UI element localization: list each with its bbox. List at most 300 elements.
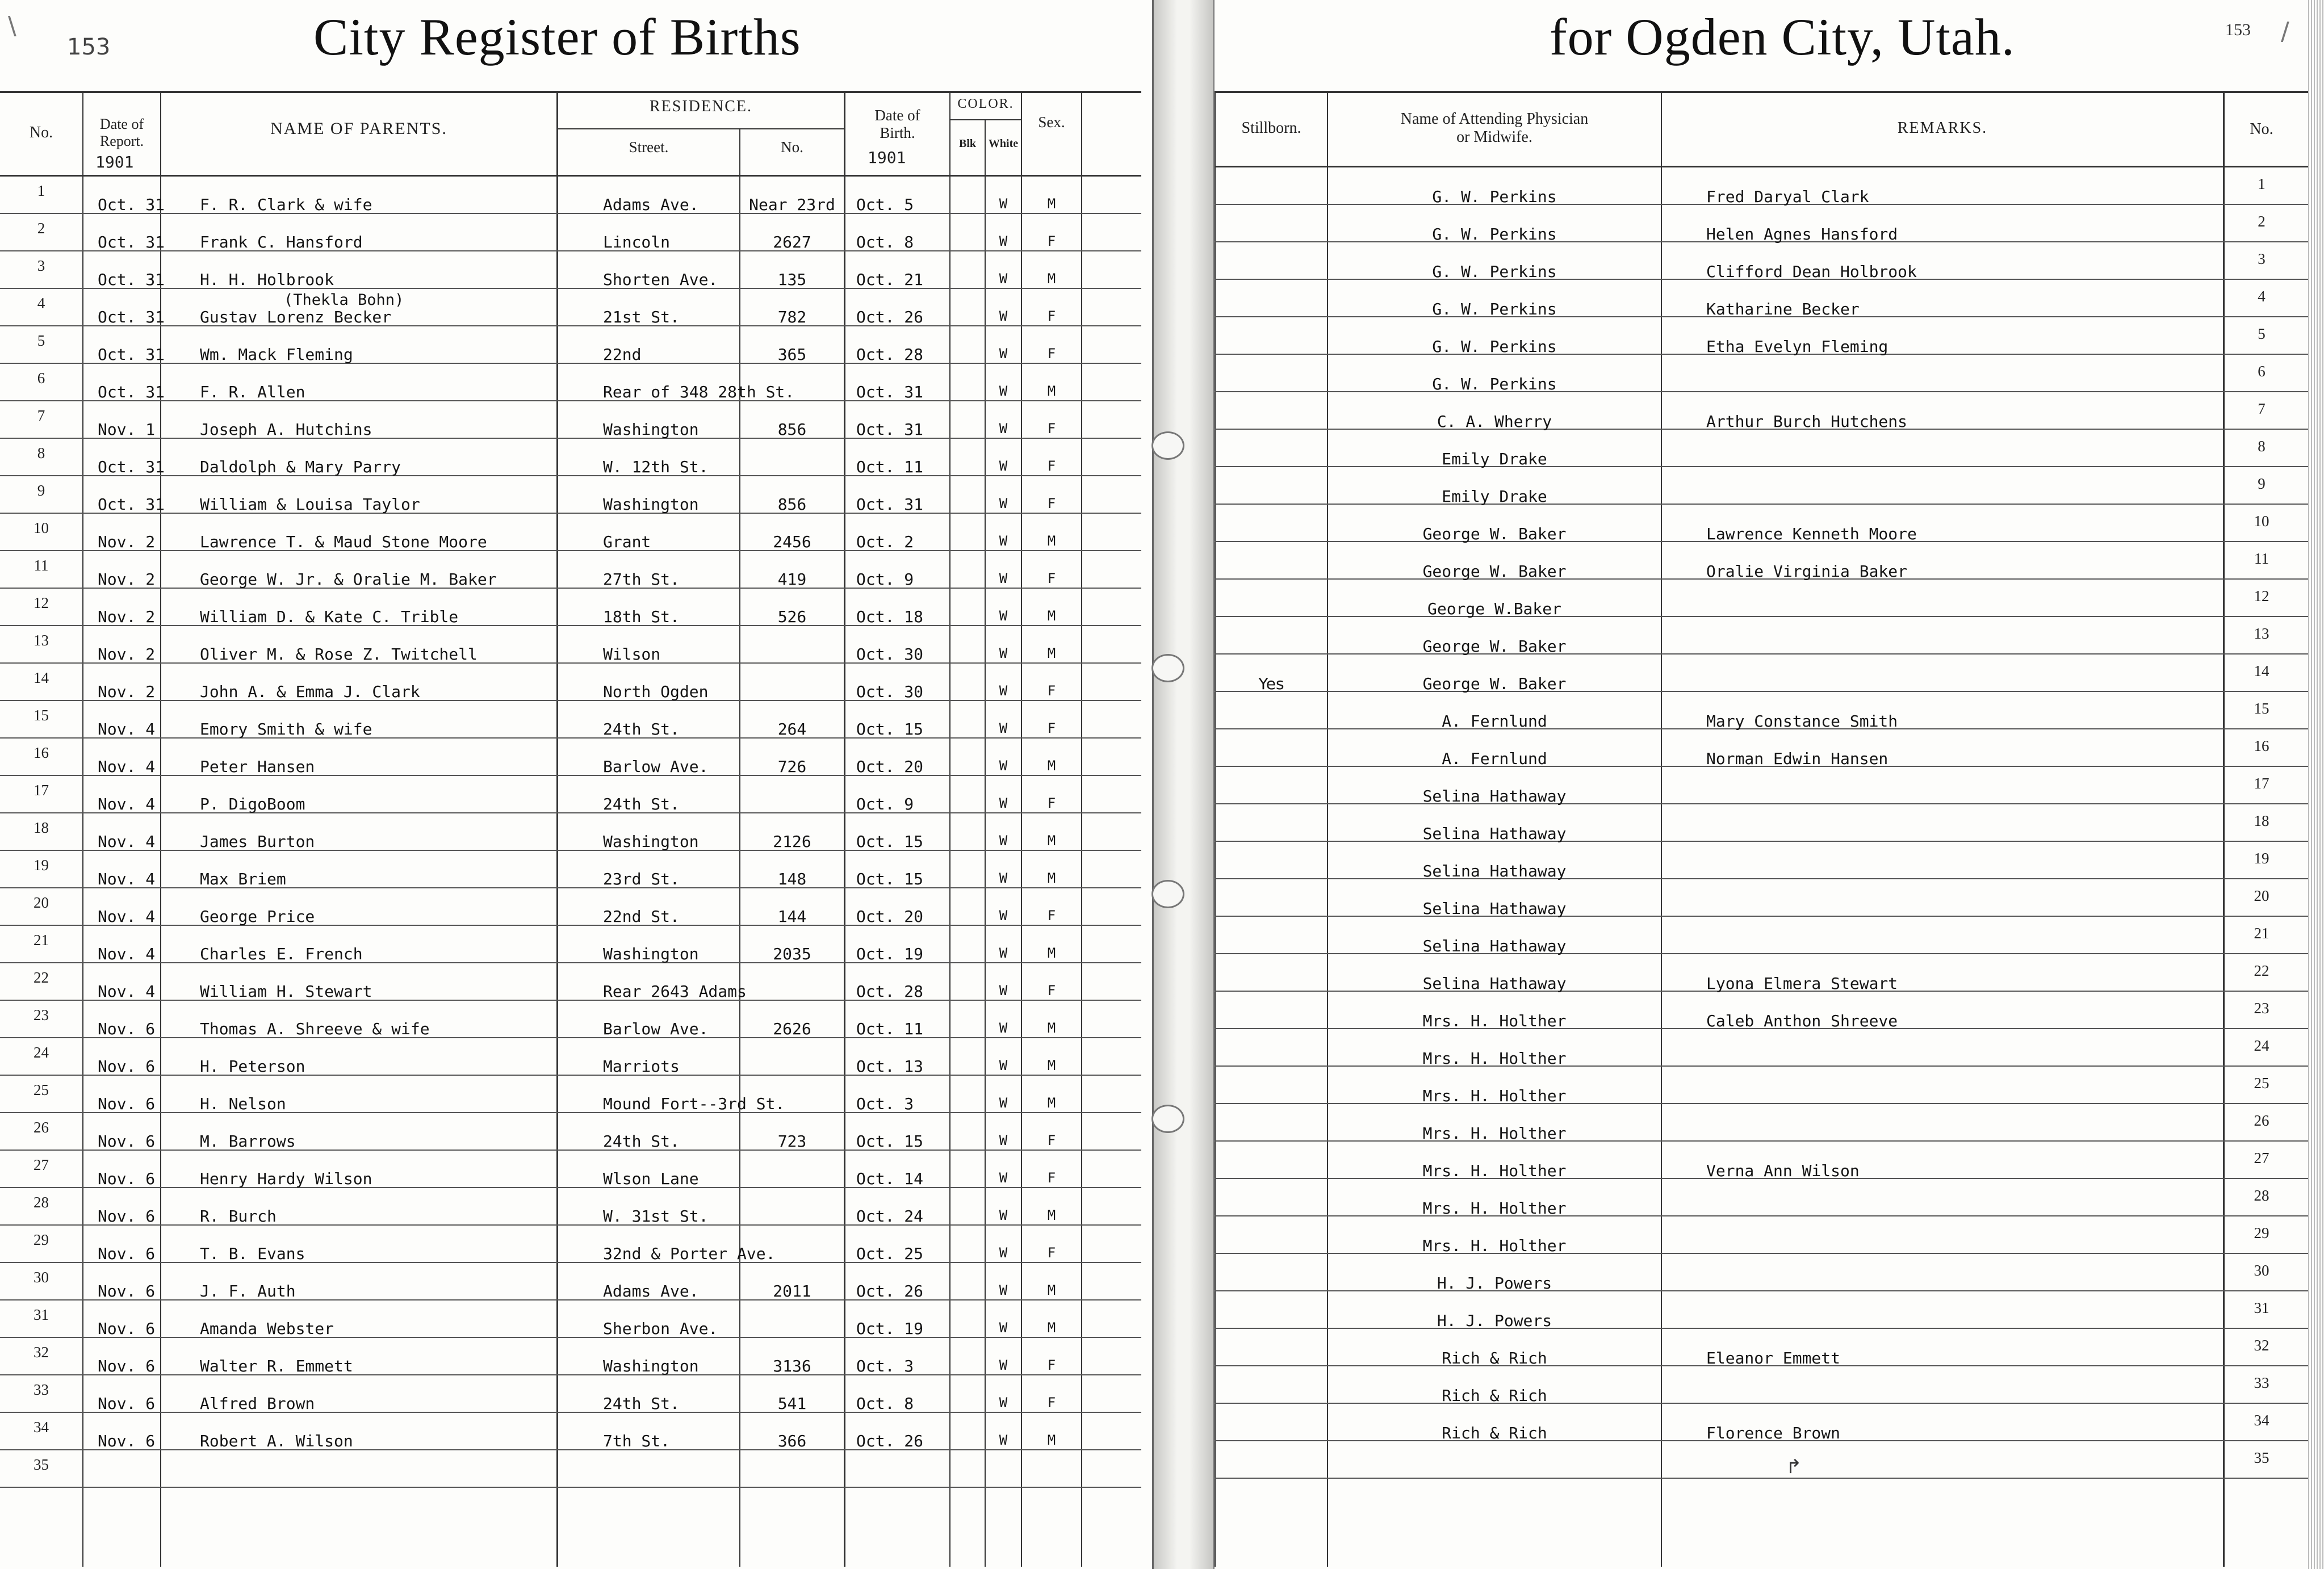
color-value: W xyxy=(999,1395,1008,1411)
parents-name: Emory Smith & wife xyxy=(200,720,372,739)
attending-physician: Selina Hathaway xyxy=(1422,787,1567,806)
entry-number-right: 24 xyxy=(2254,1037,2269,1054)
report-date: Oct. 31 xyxy=(98,495,165,514)
attending-physician: Rich & Rich xyxy=(1442,1349,1547,1367)
residence-number: 726 xyxy=(777,757,807,776)
report-date: Nov. 6 xyxy=(98,1094,156,1113)
residence-street: Adams Ave. xyxy=(603,195,699,214)
entry-number-right: 4 xyxy=(2258,288,2266,305)
table-row xyxy=(1215,1254,2316,1291)
report-year: 1901 xyxy=(95,153,134,171)
parents-name: J. F. Auth xyxy=(200,1282,296,1300)
entry-number-right: 11 xyxy=(2254,550,2269,567)
header-stillborn: Stillborn. xyxy=(1241,119,1301,137)
header-color: COLOR. xyxy=(957,97,1014,111)
pencil-tick-mark: \ xyxy=(8,11,16,40)
sex-value: F xyxy=(1047,308,1056,324)
attending-physician: George W. Baker xyxy=(1422,674,1567,693)
table-row xyxy=(0,776,1141,813)
sex-value: F xyxy=(1047,458,1056,474)
report-date: Nov. 6 xyxy=(98,1132,156,1151)
residence-number: 144 xyxy=(777,907,807,926)
residence-street: 22nd xyxy=(603,345,642,364)
entry-number: 13 xyxy=(34,632,49,649)
entry-number-right: 14 xyxy=(2254,662,2269,679)
entry-number-right: 25 xyxy=(2254,1075,2269,1092)
entry-number: 23 xyxy=(34,1006,49,1023)
birth-date: Oct. 3 xyxy=(856,1357,914,1375)
residence-number: 856 xyxy=(777,495,807,514)
attending-physician: Mrs. H. Holther xyxy=(1422,1086,1567,1105)
table-row xyxy=(1215,1067,2316,1104)
residence-street: North Ogden xyxy=(603,682,709,701)
entry-number: 35 xyxy=(34,1456,49,1473)
table-row xyxy=(1215,1029,2316,1067)
parents-name: H. H. Holbrook xyxy=(200,270,334,289)
parents-name: Thomas A. Shreeve & wife xyxy=(200,1020,430,1038)
sex-value: M xyxy=(1047,1320,1056,1336)
attending-physician: Mrs. H. Holther xyxy=(1422,1199,1567,1218)
header-date-of-report-line1: Date of xyxy=(99,116,144,132)
report-date: Nov. 6 xyxy=(98,1057,156,1076)
color-value: W xyxy=(999,570,1008,586)
table-row xyxy=(0,1300,1141,1338)
color-value: W xyxy=(999,720,1008,736)
table-row xyxy=(0,664,1141,701)
residence-street: 22nd St. xyxy=(603,907,680,926)
report-date: Nov. 6 xyxy=(98,1207,156,1226)
parents-name: Oliver M. & Rose Z. Twitchell xyxy=(200,645,478,664)
residence-street: Lincoln xyxy=(603,233,671,251)
page-edge-stack xyxy=(2308,0,2324,1569)
entry-number: 21 xyxy=(34,932,49,949)
table-row xyxy=(0,439,1141,476)
parents-name: R. Burch xyxy=(200,1207,277,1226)
entry-number-right: 30 xyxy=(2254,1262,2269,1279)
color-value: W xyxy=(999,870,1008,886)
parents-name: Daldolph & Mary Parry xyxy=(200,458,401,476)
attending-physician: George W. Baker xyxy=(1422,562,1567,581)
birth-date: Oct. 19 xyxy=(856,1319,924,1338)
entry-number-right: 3 xyxy=(2258,250,2266,267)
color-value: W xyxy=(999,1357,1008,1373)
remarks-text: Fred Daryal Clark xyxy=(1706,187,1869,206)
table-row xyxy=(1215,1216,2316,1254)
birth-date: Oct. 31 xyxy=(856,383,924,401)
table-row xyxy=(1215,992,2316,1029)
table-row xyxy=(1215,1366,2316,1404)
table-row xyxy=(0,926,1141,963)
table-row xyxy=(0,1226,1141,1263)
color-value: W xyxy=(999,271,1008,287)
entry-number: 31 xyxy=(34,1306,49,1323)
binder-gutter xyxy=(1154,0,1213,1569)
table-row xyxy=(0,251,1141,289)
table-row xyxy=(0,364,1141,401)
page-title-left: City Register of Births xyxy=(313,8,801,66)
report-date: Nov. 4 xyxy=(98,870,156,888)
header-physician-line2: or Midwife. xyxy=(1456,128,1532,146)
entry-number-right: 22 xyxy=(2254,962,2269,979)
sex-value: M xyxy=(1047,1020,1056,1036)
table-row xyxy=(0,1076,1141,1113)
entry-number: 1 xyxy=(37,182,45,199)
entry-number: 4 xyxy=(37,295,45,312)
header-street: Street. xyxy=(629,139,669,156)
header-date-of-birth xyxy=(845,107,949,142)
remarks-text: Helen Agnes Hansford xyxy=(1706,225,1898,244)
sex-value: F xyxy=(1047,496,1056,511)
sex-value: M xyxy=(1047,1095,1056,1111)
birth-date: Oct. 30 xyxy=(856,645,924,664)
residence-street: 23rd St. xyxy=(603,870,680,888)
birth-date: Oct. 31 xyxy=(856,495,924,514)
birth-date: Oct. 24 xyxy=(856,1207,924,1226)
table-row xyxy=(0,589,1141,626)
binder-ring-3 xyxy=(1151,880,1184,908)
residence-street: Rear of 348 28th St. xyxy=(603,383,795,401)
table-row xyxy=(0,1001,1141,1038)
parents-name: John A. & Emma J. Clark xyxy=(200,682,420,701)
residence-street: Wilson xyxy=(603,645,661,664)
header-residence: RESIDENCE. xyxy=(650,98,752,115)
table-row xyxy=(1215,317,2316,355)
header-date-of-report xyxy=(83,116,160,150)
header-physician xyxy=(1328,110,1661,146)
sex-value: F xyxy=(1047,421,1056,437)
parents-name: F. R. Clark & wife xyxy=(200,195,372,214)
residence-street: 27th St. xyxy=(603,570,680,589)
color-value: W xyxy=(999,1170,1008,1186)
table-row xyxy=(0,1263,1141,1300)
color-value: W xyxy=(999,983,1008,999)
entry-number: 19 xyxy=(34,857,49,874)
table-row xyxy=(1215,392,2316,430)
report-date: Nov. 6 xyxy=(98,1357,156,1375)
birth-date: Oct. 26 xyxy=(856,1432,924,1450)
residence-street: Rear 2643 Adams xyxy=(603,982,747,1001)
report-date: Oct. 31 xyxy=(98,345,165,364)
remarks-text: Oralie Virginia Baker xyxy=(1706,562,1908,581)
parents-name: William D. & Kate C. Trible xyxy=(200,607,459,626)
sex-value: F xyxy=(1047,1132,1056,1148)
residence-street: Washington xyxy=(603,420,699,439)
residence-street: W. 31st St. xyxy=(603,1207,709,1226)
attending-physician: Mrs. H. Holther xyxy=(1422,1236,1567,1255)
remarks-text: Caleb Anthon Shreeve xyxy=(1706,1012,1898,1030)
attending-physician: Emily Drake xyxy=(1442,487,1547,506)
table-row xyxy=(0,739,1141,776)
attending-physician: G. W. Perkins xyxy=(1432,225,1557,244)
remarks-text: Verna Ann Wilson xyxy=(1706,1161,1860,1180)
birth-date: Oct. 15 xyxy=(856,832,924,851)
table-row xyxy=(1215,205,2316,242)
entry-number-right: 13 xyxy=(2254,625,2269,642)
attending-physician: Selina Hathaway xyxy=(1422,824,1567,843)
entry-number: 30 xyxy=(34,1269,49,1286)
entry-number: 26 xyxy=(34,1119,49,1136)
attending-physician: Selina Hathaway xyxy=(1422,974,1567,993)
header-date-of-report-line2: Report. xyxy=(99,132,144,149)
entry-number-right: 10 xyxy=(2254,513,2269,530)
birth-date: Oct. 25 xyxy=(856,1244,924,1263)
entry-number: 9 xyxy=(37,482,45,499)
residence-number: 782 xyxy=(777,308,807,326)
sex-value: M xyxy=(1047,1282,1056,1298)
parents-name: H. Nelson xyxy=(200,1094,286,1113)
parents-name: James Burton xyxy=(200,832,315,851)
entry-number-right: 35 xyxy=(2254,1449,2269,1466)
birth-date: Oct. 18 xyxy=(856,607,924,626)
color-value: W xyxy=(999,758,1008,774)
color-value: W xyxy=(999,1020,1008,1036)
report-date: Nov. 2 xyxy=(98,645,156,664)
table-row xyxy=(1215,804,2316,842)
entry-number-right: 27 xyxy=(2254,1150,2269,1167)
attending-physician: C. A. Wherry xyxy=(1437,412,1552,431)
birth-date: Oct. 8 xyxy=(856,233,914,251)
birth-date: Oct. 26 xyxy=(856,308,924,326)
entry-number: 16 xyxy=(34,744,49,761)
remarks-text: Lyona Elmera Stewart xyxy=(1706,974,1898,993)
residence-number: 135 xyxy=(777,270,807,289)
entry-number: 2 xyxy=(37,220,45,237)
residence-number: 2126 xyxy=(773,832,811,851)
printed-page-number: 153 xyxy=(2225,20,2251,39)
table-row xyxy=(1215,1142,2316,1179)
residence-number: 419 xyxy=(777,570,807,589)
residence-number: 2626 xyxy=(773,1020,811,1038)
table-row xyxy=(0,813,1141,851)
entry-number-right: 20 xyxy=(2254,887,2269,904)
color-value: W xyxy=(999,496,1008,511)
color-value: W xyxy=(999,1095,1008,1111)
parents-name: P. DigoBoom xyxy=(200,795,305,813)
sex-value: M xyxy=(1047,833,1056,849)
entry-number: 8 xyxy=(37,444,45,462)
table-row xyxy=(0,551,1141,589)
table-row xyxy=(1215,1441,2316,1479)
residence-number: 723 xyxy=(777,1132,807,1151)
attending-physician: Mrs. H. Holther xyxy=(1422,1124,1567,1143)
color-value: W xyxy=(999,1320,1008,1336)
residence-street: 32nd & Porter Ave. xyxy=(603,1244,776,1263)
header-name-of-parents: NAME OF PARENTS. xyxy=(270,119,447,138)
report-date: Nov. 2 xyxy=(98,682,156,701)
attending-physician: Emily Drake xyxy=(1442,450,1547,468)
residence-number: 3136 xyxy=(773,1357,811,1375)
entry-number: 17 xyxy=(34,782,49,799)
sex-value: M xyxy=(1047,1058,1056,1073)
attending-physician: G. W. Perkins xyxy=(1432,337,1557,356)
entry-number: 20 xyxy=(34,894,49,911)
report-date: Oct. 31 xyxy=(98,233,165,251)
entry-number: 10 xyxy=(34,519,49,536)
residence-number: 2011 xyxy=(773,1282,811,1300)
parents-name: Peter Hansen xyxy=(200,757,315,776)
report-date: Nov. 4 xyxy=(98,832,156,851)
header-top-rule-right xyxy=(1215,91,2316,93)
entry-number-right: 15 xyxy=(2254,700,2269,717)
report-date: Nov. 4 xyxy=(98,795,156,813)
parents-name: T. B. Evans xyxy=(200,1244,305,1263)
report-date: Nov. 6 xyxy=(98,1394,156,1413)
report-date: Oct. 31 xyxy=(98,383,165,401)
table-row xyxy=(1215,280,2316,317)
residence-street: Washington xyxy=(603,1357,699,1375)
color-value: W xyxy=(999,308,1008,324)
color-value: W xyxy=(999,346,1008,362)
birth-date: Oct. 20 xyxy=(856,907,924,926)
table-row xyxy=(0,963,1141,1001)
remarks-text: Katharine Becker xyxy=(1706,300,1860,318)
header-date-of-birth-line1: Date of xyxy=(874,107,920,124)
pencil-tick-mark-right: / xyxy=(2281,17,2289,46)
table-row xyxy=(1215,1291,2316,1329)
parents-name: H. Peterson xyxy=(200,1057,305,1076)
entry-number-right: 32 xyxy=(2254,1337,2269,1354)
residence-street: Sherbon Ave. xyxy=(603,1319,718,1338)
report-date: Nov. 6 xyxy=(98,1319,156,1338)
report-date: Nov. 4 xyxy=(98,757,156,776)
entry-number: 33 xyxy=(34,1381,49,1398)
report-date: Nov. 6 xyxy=(98,1020,156,1038)
sex-value: F xyxy=(1047,1395,1056,1411)
sex-value: F xyxy=(1047,1170,1056,1186)
birth-date: Oct. 14 xyxy=(856,1169,924,1188)
attending-physician: A. Fernlund xyxy=(1442,749,1547,768)
table-row xyxy=(1215,355,2316,392)
entry-number: 15 xyxy=(34,707,49,724)
report-date: Nov. 6 xyxy=(98,1244,156,1263)
sex-value: F xyxy=(1047,683,1056,699)
parents-name: Max Briem xyxy=(200,870,286,888)
entry-number-right: 7 xyxy=(2258,400,2266,417)
remarks-text: Florence Brown xyxy=(1706,1424,1841,1442)
attending-physician: H. J. Powers xyxy=(1437,1274,1552,1293)
entry-number: 7 xyxy=(37,407,45,424)
attending-physician: George W.Baker xyxy=(1427,599,1561,618)
residence-street: Wlson Lane xyxy=(603,1169,699,1188)
header-date-of-birth-line2: Birth. xyxy=(880,124,915,142)
residence-street: 24th St. xyxy=(603,720,680,739)
report-date: Nov. 2 xyxy=(98,532,156,551)
residence-street: Washington xyxy=(603,495,699,514)
table-row xyxy=(1215,1104,2316,1142)
table-row xyxy=(1215,954,2316,992)
table-row xyxy=(1215,580,2316,617)
table-row xyxy=(0,1413,1141,1450)
report-date: Nov. 6 xyxy=(98,1282,156,1300)
entry-number: 29 xyxy=(34,1231,49,1248)
sex-value: M xyxy=(1047,870,1056,886)
entry-number-right: 31 xyxy=(2254,1299,2269,1316)
sex-value: M xyxy=(1047,1207,1056,1223)
parents-name: Lawrence T. & Maud Stone Moore xyxy=(200,532,487,551)
residence-number: 2456 xyxy=(773,532,811,551)
color-value: W xyxy=(999,533,1008,549)
header-remarks: REMARKS. xyxy=(1897,119,1988,137)
table-row xyxy=(1215,1329,2316,1366)
residence-number: 541 xyxy=(777,1394,807,1413)
entry-number: 27 xyxy=(34,1156,49,1173)
color-value: W xyxy=(999,1058,1008,1073)
sex-value: M xyxy=(1047,533,1056,549)
parents-name: William H. Stewart xyxy=(200,982,372,1001)
entry-number-right: 18 xyxy=(2254,812,2269,829)
birth-date: Oct. 31 xyxy=(856,420,924,439)
sex-value: F xyxy=(1047,1245,1056,1261)
attending-physician: G. W. Perkins xyxy=(1432,300,1557,318)
entry-number: 18 xyxy=(34,819,49,836)
residence-street: Washington xyxy=(603,832,699,851)
parents-name: Henry Hardy Wilson xyxy=(200,1169,372,1188)
entry-number: 5 xyxy=(37,332,45,349)
table-row xyxy=(0,1188,1141,1226)
left-register-page xyxy=(0,0,1154,1569)
header-top-rule xyxy=(0,91,1141,93)
residence-street: W. 12th St. xyxy=(603,458,709,476)
entry-number-right: 23 xyxy=(2254,1000,2269,1017)
sex-value: M xyxy=(1047,383,1056,399)
color-value: W xyxy=(999,1432,1008,1448)
attending-physician: George W. Baker xyxy=(1422,525,1567,543)
table-row xyxy=(0,851,1141,888)
report-date: Oct. 31 xyxy=(98,308,165,326)
birth-date: Oct. 9 xyxy=(856,570,914,589)
birth-date: Oct. 11 xyxy=(856,1020,924,1038)
header-no-right: No. xyxy=(2250,120,2273,138)
table-row xyxy=(1215,430,2316,467)
table-row xyxy=(1215,767,2316,804)
remarks-text: Mary Constance Smith xyxy=(1706,712,1898,731)
entry-number-right: 16 xyxy=(2254,737,2269,754)
residence-street: 7th St. xyxy=(603,1432,671,1450)
report-date: Nov. 6 xyxy=(98,1432,156,1450)
remarks-text: Norman Edwin Hansen xyxy=(1706,749,1888,768)
remarks-text: Lawrence Kenneth Moore xyxy=(1706,525,1917,543)
entry-number: 34 xyxy=(34,1419,49,1436)
birth-date: Oct. 30 xyxy=(856,682,924,701)
table-row xyxy=(1215,505,2316,542)
entry-number-right: 9 xyxy=(2258,475,2266,492)
attending-physician: G. W. Perkins xyxy=(1432,375,1557,393)
binder-ring-4 xyxy=(1151,1105,1184,1133)
stillborn-value: Yes xyxy=(1258,674,1284,693)
birth-date: Oct. 8 xyxy=(856,1394,914,1413)
residence-street: Grant xyxy=(603,532,651,551)
table-row xyxy=(0,401,1141,439)
entry-number: 11 xyxy=(34,557,49,574)
report-date: Oct. 31 xyxy=(98,270,165,289)
parents-name: Gustav Lorenz Becker xyxy=(200,308,392,326)
birth-date: Oct. 15 xyxy=(856,1132,924,1151)
table-row xyxy=(1215,879,2316,917)
table-row xyxy=(1215,917,2316,954)
residence-street: Barlow Ave. xyxy=(603,1020,709,1038)
sex-value: F xyxy=(1047,720,1056,736)
residence-street: Barlow Ave. xyxy=(603,757,709,776)
entry-number-right: 5 xyxy=(2258,325,2266,342)
entry-number: 6 xyxy=(37,370,45,387)
parents-name: Alfred Brown xyxy=(200,1394,315,1413)
table-row xyxy=(0,888,1141,926)
table-row xyxy=(1215,1404,2316,1441)
sex-value: F xyxy=(1047,346,1056,362)
birth-date: Oct. 20 xyxy=(856,757,924,776)
color-value: W xyxy=(999,645,1008,661)
birth-date: Oct. 5 xyxy=(856,195,914,214)
